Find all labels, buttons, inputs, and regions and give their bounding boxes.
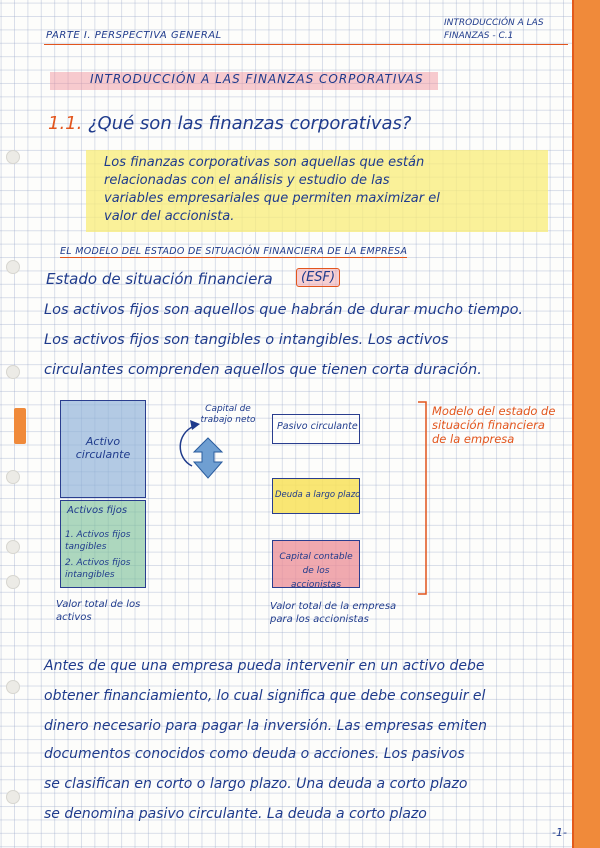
paragraph2-line: Antes de que una empresa pueda intervenir en un activo debe	[44, 658, 485, 674]
binder-hole	[6, 365, 20, 379]
fixed-assets-box	[60, 500, 146, 588]
current-assets-box	[60, 400, 146, 498]
question-number: 1.1.	[48, 113, 83, 134]
definition-line: valor del accionista.	[104, 209, 235, 224]
header-right-1: INTRODUCCIÓN A LAS	[444, 18, 544, 28]
right-margin-band	[572, 0, 600, 848]
binder-hole	[6, 540, 20, 554]
binder-hole	[6, 150, 20, 164]
definition-line: Los finanzas corporativas son aquellas que están	[104, 155, 425, 170]
binder-hole	[6, 470, 20, 484]
question-text: ¿Qué son las finanzas corporativas?	[88, 113, 412, 134]
fixed-assets-item: 1. Activos fijos tangibles	[65, 530, 131, 552]
paragraph1-line: circulantes comprenden aquellos que tienen corta duración.	[44, 362, 482, 378]
current-liabilities-box	[272, 414, 360, 444]
working-capital-label: Capital de trabajo neto	[200, 404, 256, 425]
curved-arrow-icon	[180, 426, 194, 466]
long-term-debt-label: Deuda a largo plazo	[275, 490, 361, 500]
working-capital-arrow	[170, 418, 250, 488]
paragraph2-line: obtener financiamiento, lo cual significa que debe conseguir el	[44, 688, 486, 704]
section-title: INTRODUCCIÓN A LAS FINANZAS CORPORATIVAS	[90, 72, 424, 86]
double-arrow-icon	[194, 438, 222, 478]
model-label: Modelo del estado de situación financiera de la empresa	[432, 404, 556, 446]
header-right-2: FINANZAS - C.1	[444, 31, 514, 41]
bracket-icon	[418, 402, 426, 594]
paragraph1-line: Los activos fijos son tangibles o intangibles. Los activos	[44, 332, 449, 348]
paragraph2-line: dinero necesario para pagar la inversión. Las empresas emiten	[44, 718, 487, 734]
header-left: PARTE I. PERSPECTIVA GENERAL	[46, 30, 222, 41]
total-assets-label: Valor total de los activos	[56, 599, 141, 623]
header-divider	[44, 44, 568, 45]
equity-box	[272, 540, 360, 588]
definition-line: relacionadas con el análisis y estudio de las	[104, 173, 390, 188]
margin-tab	[14, 408, 26, 444]
definition-line: variables empresariales que permiten maximizar el	[104, 191, 440, 206]
right-margin-line	[572, 0, 574, 848]
paragraph2-line: documentos conocidos como deuda o acciones. Los pasivos	[44, 746, 465, 762]
long-term-debt-box	[272, 478, 360, 514]
binder-hole	[6, 680, 20, 694]
equity-label: Capital contable de los accionistas	[279, 552, 353, 590]
paragraph2-line: se clasifican en corto o largo plazo. Una deuda a corto plazo	[44, 776, 468, 792]
paragraph1-line: Los activos fijos son aquellos que habrán de durar mucho tiempo.	[44, 302, 524, 318]
page-number: -1-	[552, 826, 567, 839]
total-value-label: Valor total de la empresa para los accionistas	[270, 601, 397, 625]
model-title: EL MODELO DEL ESTADO DE SITUACIÓN FINANCIERA DE LA EMPRESA	[60, 246, 408, 257]
model-bracket	[414, 398, 434, 598]
binder-hole	[6, 260, 20, 274]
esf-label: Estado de situación financiera	[46, 270, 273, 288]
arrowhead-icon	[190, 420, 200, 430]
fixed-assets-item: 2. Activos fijos intangibles	[65, 558, 131, 580]
binder-hole	[6, 790, 20, 804]
current-liabilities-label: Pasivo circulante	[277, 421, 358, 432]
esf-abbr: (ESF)	[296, 268, 340, 287]
paragraph2-line: se denomina pasivo circulante. La deuda a corto plazo	[44, 806, 427, 822]
current-assets-label: Activo circulante	[75, 435, 131, 461]
fixed-assets-title: Activos fijos	[67, 505, 128, 516]
binder-hole	[6, 575, 20, 589]
